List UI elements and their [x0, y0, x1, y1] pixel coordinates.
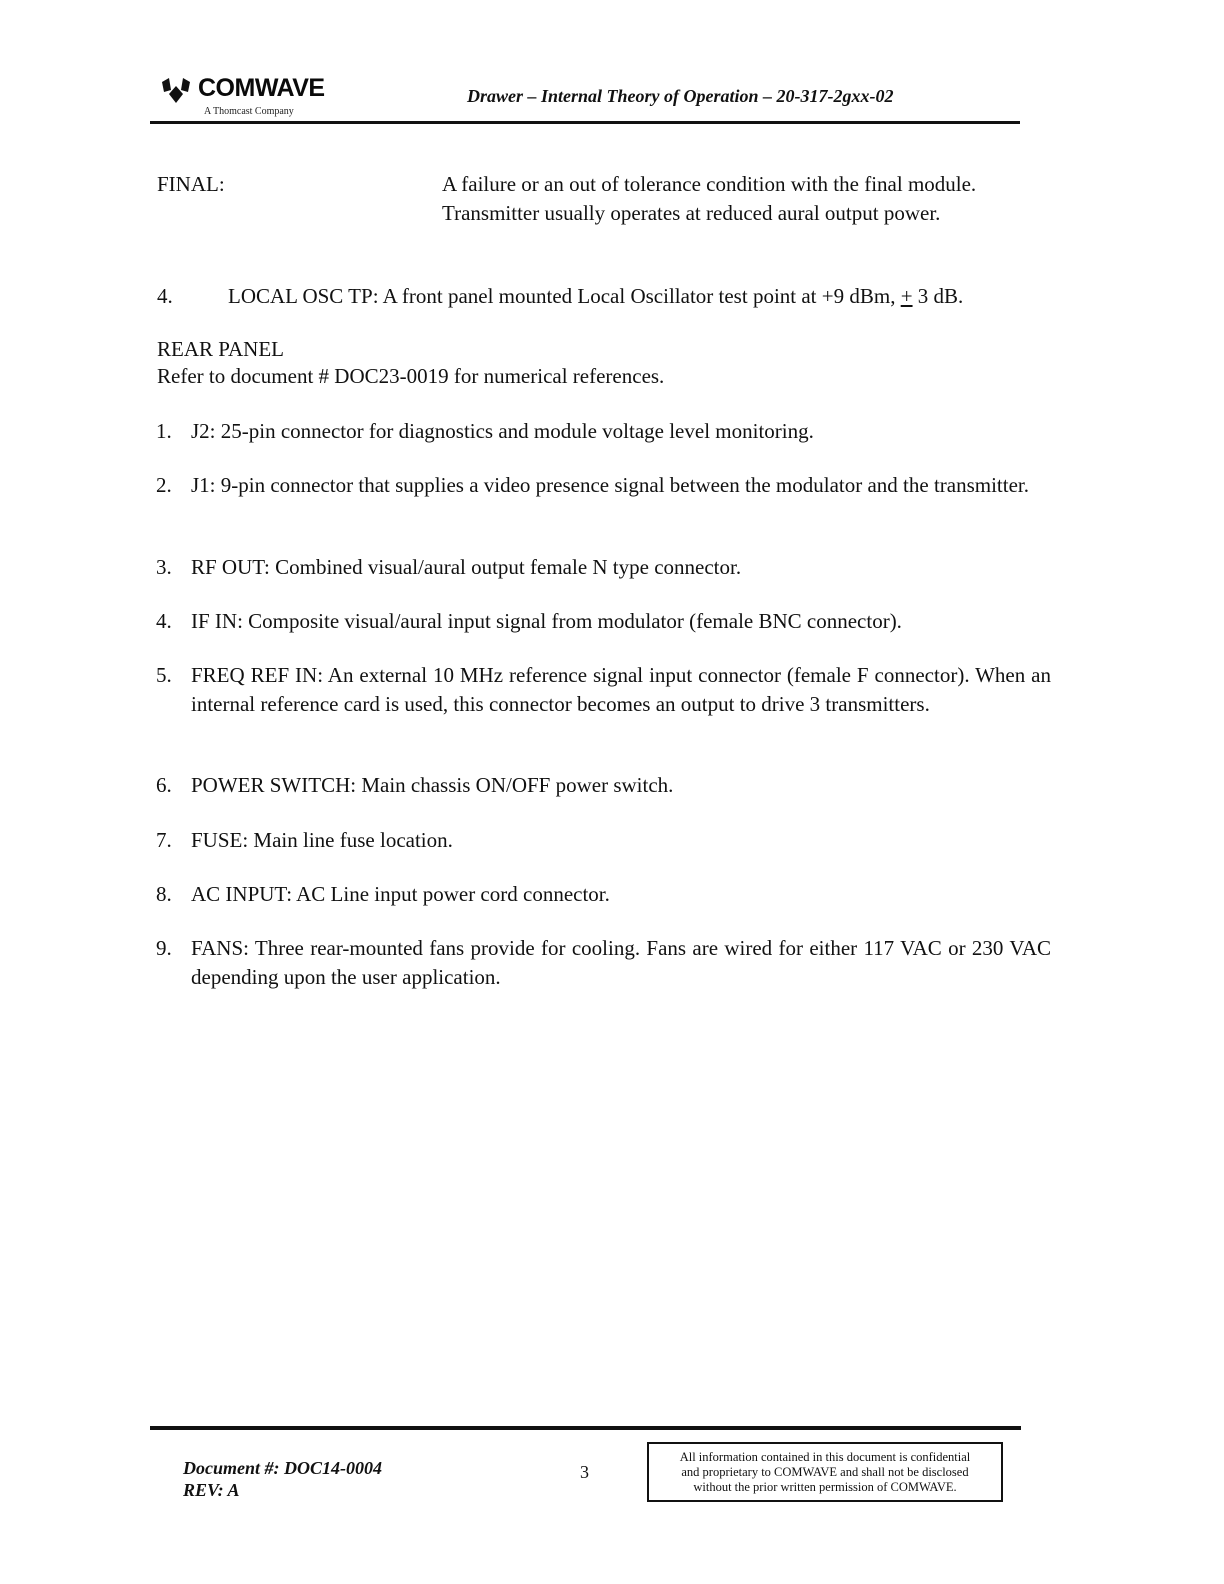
list-item: FUSE: Main line fuse location.: [191, 828, 453, 852]
local-osc-text-after: 3 dB.: [912, 284, 964, 308]
final-label: FINAL:: [157, 172, 225, 196]
local-osc-text-before: LOCAL OSC TP: A front panel mounted Local Oscillator test point at +9 dBm,: [228, 284, 901, 308]
rear-panel-reference: Refer to document # DOC23-0019 for numerical references.: [157, 364, 665, 388]
list-item-number: 1.: [156, 419, 172, 443]
plus-minus-symbol: +: [900, 284, 913, 308]
list-item: J1: 9-pin connector that supplies a video presence signal between the modulator and the transmitter.: [191, 473, 1030, 497]
list-item-number: 4.: [156, 609, 172, 633]
list-item: RF OUT: Combined visual/aural output female N type connector.: [191, 555, 742, 579]
page-number: 3: [580, 1462, 589, 1482]
list-item-number: 3.: [156, 555, 172, 579]
list-item-number: 2.: [156, 473, 172, 497]
final-description-line-2: Transmitter usually operates at reduced aural output power.: [442, 201, 941, 225]
logo-tagline: A Thomcast Company: [204, 106, 294, 117]
confidentiality-notice: [647, 1442, 1003, 1502]
list-item-number: 8.: [156, 882, 172, 906]
local-osc-number: 4.: [157, 284, 173, 308]
notice-line: without the prior written permission of COMWAVE.: [693, 1480, 957, 1494]
list-item-number: 9.: [156, 936, 172, 960]
list-item: J2: 25-pin connector for diagnostics and module voltage level monitoring.: [191, 419, 814, 443]
document-header-title: Drawer – Internal Theory of Operation – 20-317-2gxx-02: [467, 86, 894, 106]
notice-line: All information contained in this document is confidential: [679, 1450, 971, 1464]
final-description-line-1: A failure or an out of tolerance condition with the final module.: [442, 172, 977, 196]
list-item: AC INPUT: AC Line input power cord connector.: [191, 882, 610, 906]
logo-wordmark: COMWAVE: [198, 74, 325, 102]
footer-divider: [150, 1426, 1021, 1430]
local-osc-item: [228, 282, 963, 311]
comwave-logo-icon: [160, 76, 192, 104]
list-item-number: 7.: [156, 828, 172, 852]
list-item-number: 5.: [156, 663, 172, 687]
company-logo: [160, 74, 350, 122]
document-revision: REV: A: [183, 1480, 240, 1500]
list-item: IF IN: Composite visual/aural input signal from modulator (female BNC connector).: [191, 609, 902, 633]
document-number: Document #: DOC14-0004: [183, 1458, 382, 1478]
list-item-number: 6.: [156, 773, 172, 797]
notice-line: and proprietary to COMWAVE and shall not be disclosed: [681, 1465, 969, 1479]
header-divider: [150, 121, 1020, 124]
list-item: POWER SWITCH: Main chassis ON/OFF power switch.: [191, 773, 674, 797]
list-item: FREQ REF IN: An external 10 MHz reference signal input connector (female F connector). When an internal reference card is used, this connector becomes an output to drive 3 transmitters.: [191, 663, 1051, 716]
list-item: FANS: Three rear-mounted fans provide for cooling. Fans are wired for either 117 VAC or 230 VAC depending upon the user application.: [191, 936, 1051, 989]
rear-panel-heading: REAR PANEL: [157, 337, 284, 361]
